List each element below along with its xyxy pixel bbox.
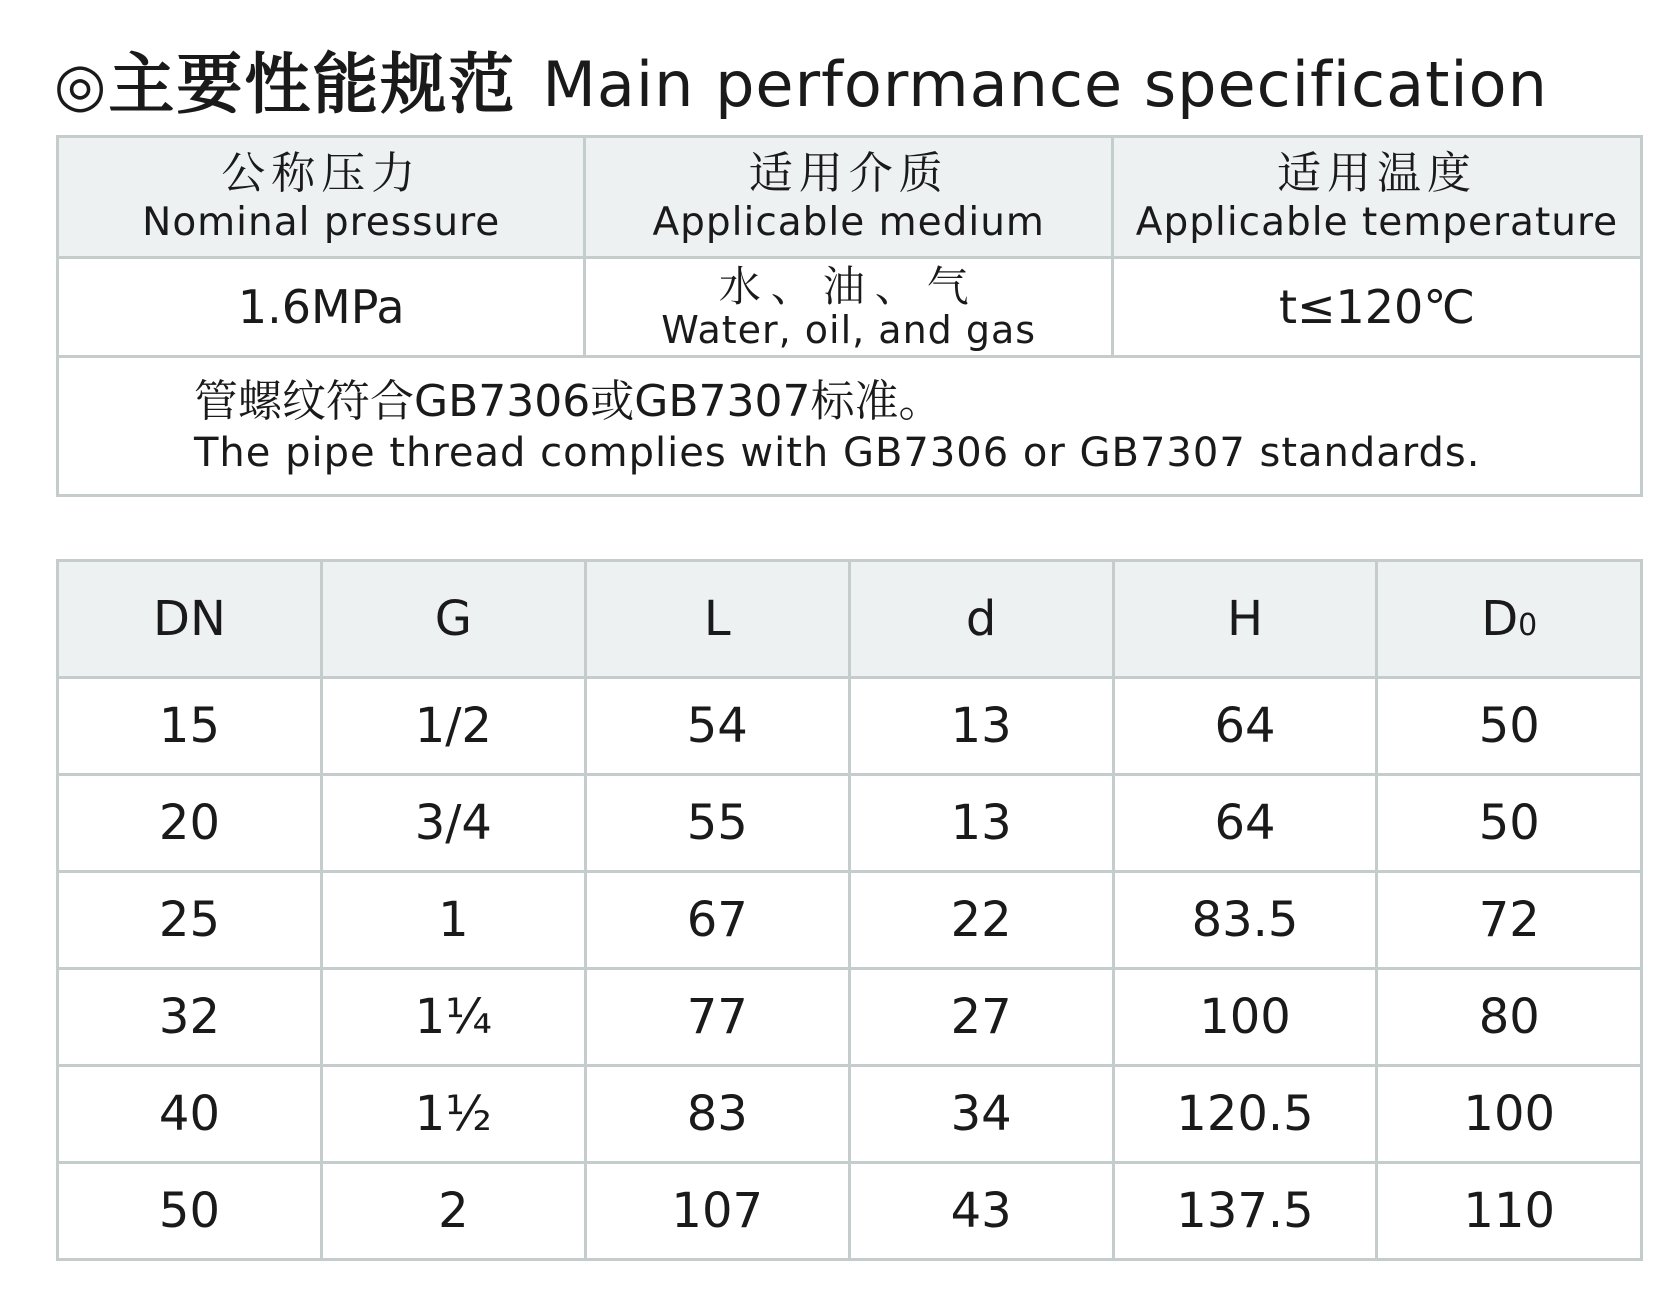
thread-standard-note [58,357,1642,496]
title-chinese: 主要性能规范 [108,46,517,123]
header-label-zh: 适用温度 [1276,148,1477,199]
double-circle-icon: ◎ [54,50,107,120]
spec-value-row [58,258,1642,357]
table-cell: 120.5 [1113,1066,1377,1163]
table-cell: 25 [58,872,322,969]
column-header-g: G [321,561,585,678]
performance-spec-table [56,135,1643,497]
table-cell: 1½ [321,1066,585,1163]
medium-value [585,258,1112,357]
table-cell: 20 [58,775,322,872]
spec-note-row [58,357,1642,496]
column-header-h: H [1113,561,1377,678]
medium-value-zh: 水、油、气 [718,262,979,311]
header-label-en: Nominal pressure [142,200,501,245]
table-cell: 55 [585,775,849,872]
spec-header-medium [585,137,1112,258]
table-cell: 1¼ [321,969,585,1066]
table-row [58,678,1642,775]
table-cell: 50 [1377,775,1642,872]
dimension-table [56,559,1643,1261]
table-cell: 64 [1113,775,1377,872]
header-label-zh: 适用介质 [748,148,949,199]
column-header-l: L [585,561,849,678]
title-english: Main performance specification [542,48,1548,121]
table-cell: 50 [58,1163,322,1260]
table-cell: 77 [585,969,849,1066]
spec-header-row [58,137,1642,258]
column-header-d0-subscript: 0 [1518,608,1538,643]
medium-value-en: Water, oil, and gas [661,308,1037,352]
table-cell: 80 [1377,969,1642,1066]
table-cell: 13 [849,678,1113,775]
table-cell: 100 [1377,1066,1642,1163]
table-cell: 22 [849,872,1113,969]
header-label-zh: 公称压力 [221,148,422,199]
table-row [58,1066,1642,1163]
table-cell: 110 [1377,1163,1642,1260]
table-cell: 137.5 [1113,1163,1377,1260]
table-cell: 13 [849,775,1113,872]
table-row [58,1163,1642,1260]
table-cell: 32 [58,969,322,1066]
pressure-value: 1.6MPa [58,258,585,357]
table-cell: 27 [849,969,1113,1066]
table-cell: 50 [1377,678,1642,775]
table-row [58,969,1642,1066]
table-row [58,872,1642,969]
column-header-d0-letter: D [1481,591,1519,647]
table-cell: 64 [1113,678,1377,775]
table-cell: 15 [58,678,322,775]
table-cell: 43 [849,1163,1113,1260]
table-cell: 3/4 [321,775,585,872]
table-cell: 72 [1377,872,1642,969]
column-header-dn: DN [58,561,322,678]
spec-header-temperature [1112,137,1641,258]
note-text-en: The pipe thread complies with GB7306 or GB7307 standards. [194,430,1481,476]
header-label-en: Applicable medium [652,200,1045,245]
dimension-header-row [58,561,1642,678]
table-cell: 54 [585,678,849,775]
table-row [58,775,1642,872]
table-cell: 1/2 [321,678,585,775]
table-cell: 1 [321,872,585,969]
table-cell: 2 [321,1163,585,1260]
page-title [54,40,1548,130]
column-header-d0 [1377,561,1642,678]
column-header-d: d [849,561,1113,678]
table-cell: 107 [585,1163,849,1260]
spec-header-pressure [58,137,585,258]
temperature-value: t≤120℃ [1112,258,1641,357]
table-cell: 83.5 [1113,872,1377,969]
table-cell: 83 [585,1066,849,1163]
table-cell: 40 [58,1066,322,1163]
table-cell: 100 [1113,969,1377,1066]
table-cell: 34 [849,1066,1113,1163]
header-label-en: Applicable temperature [1135,200,1619,245]
table-cell: 67 [585,872,849,969]
note-text-zh: 管螺纹符合GB7306或GB7307标准。 [194,376,943,427]
